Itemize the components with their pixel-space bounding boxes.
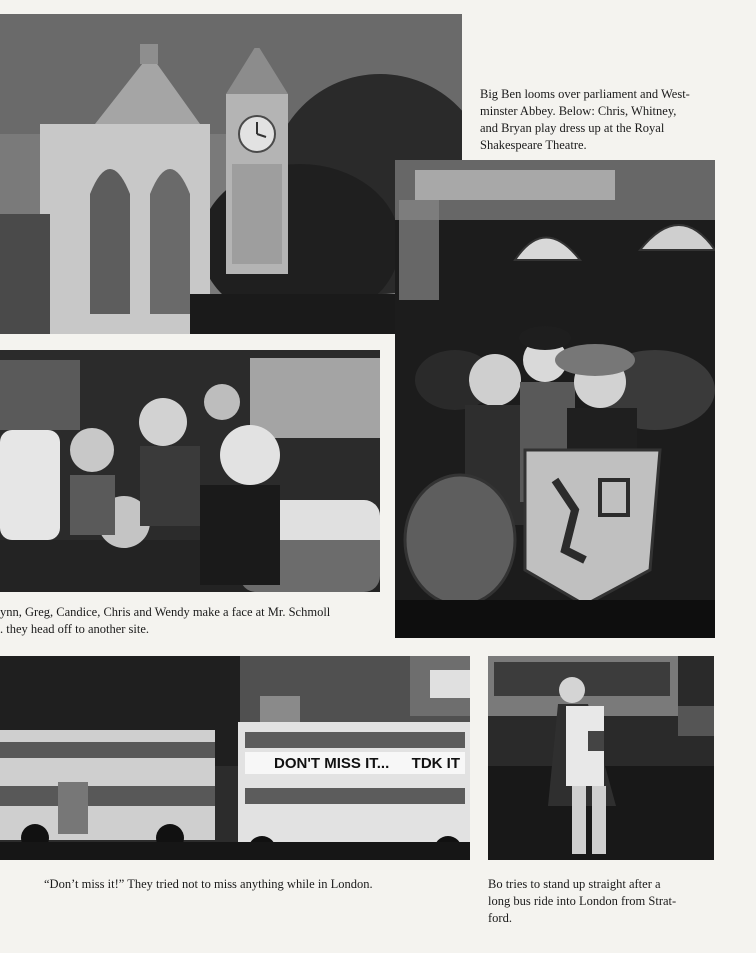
theatre-illustration: [395, 160, 715, 638]
bus-interior-photo: [0, 350, 380, 592]
caption-line: Shakespeare Theatre.: [480, 138, 587, 152]
caption-line: Big Ben looms over parliament and West-: [480, 87, 690, 101]
caption-line: ford.: [488, 911, 512, 925]
caption-line: and Bryan play dress up at the Royal: [480, 121, 665, 135]
bo-illustration: [488, 656, 714, 860]
caption-line: Bo tries to stand up straight after a: [488, 877, 661, 891]
big-ben-photo: [0, 14, 462, 334]
buses-caption: [44, 876, 464, 893]
big-ben-illustration: [0, 14, 462, 334]
caption-line: ynn, Greg, Candice, Chris and Wendy make a face at Mr. Schmoll: [0, 605, 331, 619]
caption-line: minster Abbey. Below: Chris, Whitney,: [480, 104, 677, 118]
caption-line: “Don’t miss it!” They tried not to miss anything while in London.: [44, 877, 373, 891]
theatre-dress-up-photo: [395, 160, 715, 638]
bus-interior-illustration: [0, 350, 380, 592]
caption-line: . they head off to another site.: [0, 622, 150, 636]
bus-interior-caption: [0, 604, 386, 638]
bus-advert-left-text: DON'T MISS IT...: [274, 754, 390, 772]
bus-advert-banner: [248, 752, 466, 774]
big-ben-caption: [480, 86, 720, 154]
bus-advert-right-text: TDK IT: [411, 754, 460, 772]
bo-caption: [488, 876, 718, 927]
double-decker-buses-photo: [0, 656, 470, 860]
caption-line: long bus ride into London from Strat-: [488, 894, 677, 908]
bo-standing-photo: [488, 656, 714, 860]
